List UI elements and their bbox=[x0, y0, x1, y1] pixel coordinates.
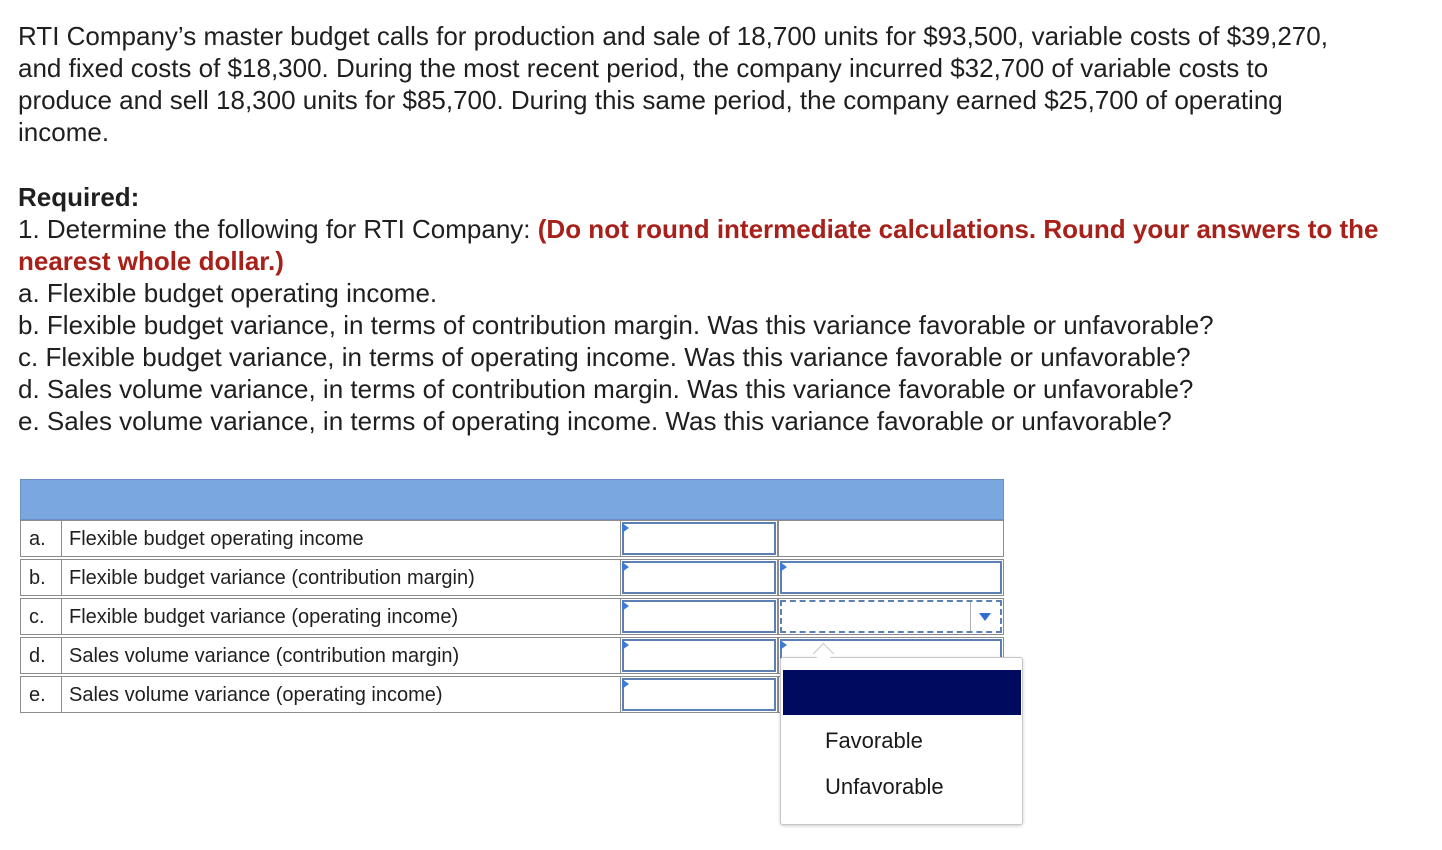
select-flag-icon bbox=[780, 640, 787, 650]
input-flag-icon bbox=[622, 562, 629, 572]
requirements-list bbox=[18, 277, 1214, 437]
amount-input-b[interactable] bbox=[620, 559, 778, 596]
table-row-a bbox=[20, 520, 1004, 559]
required-heading: Required: bbox=[18, 182, 140, 212]
requirement-item: b. Flexible budget variance, in terms of contribution margin. Was this variance favorable or unfavorable? bbox=[18, 310, 1214, 340]
row-label: Flexible budget variance (contribution margin) bbox=[62, 559, 642, 596]
input-flag-icon bbox=[622, 640, 629, 650]
row-label: Flexible budget operating income bbox=[62, 520, 642, 557]
row-label: Sales volume variance (operating income) bbox=[62, 676, 642, 713]
row-letter: e. bbox=[20, 676, 62, 713]
dropdown-toggle[interactable] bbox=[970, 602, 999, 631]
input-flag-icon bbox=[622, 523, 629, 533]
table-row-c bbox=[20, 598, 1004, 637]
favorability-select-b[interactable] bbox=[778, 559, 1004, 596]
select-field[interactable] bbox=[780, 561, 1002, 594]
row-letter: a. bbox=[20, 520, 62, 557]
row-label: Flexible budget variance (operating income) bbox=[62, 598, 642, 635]
table-row-b bbox=[20, 559, 1004, 598]
problem-line: income. bbox=[18, 117, 110, 147]
amount-input-field[interactable] bbox=[622, 600, 776, 633]
row-letter: d. bbox=[20, 637, 62, 674]
option-unfavorable[interactable]: Unfavorable bbox=[825, 774, 944, 799]
requirement-item: e. Sales volume variance, in terms of operating income. Was this variance favorable or unfavorable? bbox=[18, 406, 1172, 436]
row-letter: c. bbox=[20, 598, 62, 635]
amount-input-a[interactable] bbox=[620, 520, 778, 557]
requirement-item: d. Sales volume variance, in terms of contribution margin. Was this variance favorable or unfavorable? bbox=[18, 374, 1194, 404]
dropdown-menu bbox=[780, 657, 1023, 825]
amount-input-field[interactable] bbox=[622, 678, 776, 711]
problem-line: RTI Company’s master budget calls for production and sale of 18,700 units for $93,500, variable costs of $39,270, bbox=[18, 21, 1328, 51]
favorability-select-c[interactable] bbox=[778, 598, 1004, 635]
problem-line: and fixed costs of $18,300. During the most recent period, the company incurred $32,700 of variable costs to bbox=[18, 53, 1269, 83]
input-flag-icon bbox=[622, 679, 629, 689]
rounding-note: (Do not round intermediate calculations. Round your answers to the bbox=[537, 214, 1379, 244]
amount-input-field[interactable] bbox=[622, 639, 776, 672]
amount-input-field[interactable] bbox=[622, 522, 776, 555]
requirement-item: a. Flexible budget operating income. bbox=[18, 278, 438, 308]
chevron-down-icon bbox=[979, 613, 991, 621]
select-field[interactable] bbox=[780, 600, 1002, 633]
problem-line: produce and sell 18,300 units for $85,700. During this same period, the company earned $25,700 of operating bbox=[18, 85, 1283, 115]
select-flag-icon bbox=[780, 562, 787, 572]
input-flag-icon bbox=[622, 601, 629, 611]
row-label: Sales volume variance (contribution margin) bbox=[62, 637, 642, 674]
rounding-note-cont: nearest whole dollar.) bbox=[18, 246, 284, 276]
amount-input-c[interactable] bbox=[620, 598, 778, 635]
amount-input-e[interactable] bbox=[620, 676, 778, 713]
requirement-item: c. Flexible budget variance, in terms of operating income. Was this variance favorable or unfavorable? bbox=[18, 342, 1191, 372]
empty-cell bbox=[778, 520, 1004, 557]
instruction bbox=[18, 213, 1428, 277]
amount-input-d[interactable] bbox=[620, 637, 778, 674]
dropdown-highlight-row[interactable] bbox=[783, 670, 1021, 715]
instruction-text: 1. Determine the following for RTI Company: bbox=[18, 214, 531, 244]
table-header-bar bbox=[20, 479, 1004, 520]
problem-statement bbox=[18, 20, 1423, 148]
amount-input-field[interactable] bbox=[622, 561, 776, 594]
row-letter: b. bbox=[20, 559, 62, 596]
option-favorable[interactable]: Favorable bbox=[825, 728, 923, 753]
